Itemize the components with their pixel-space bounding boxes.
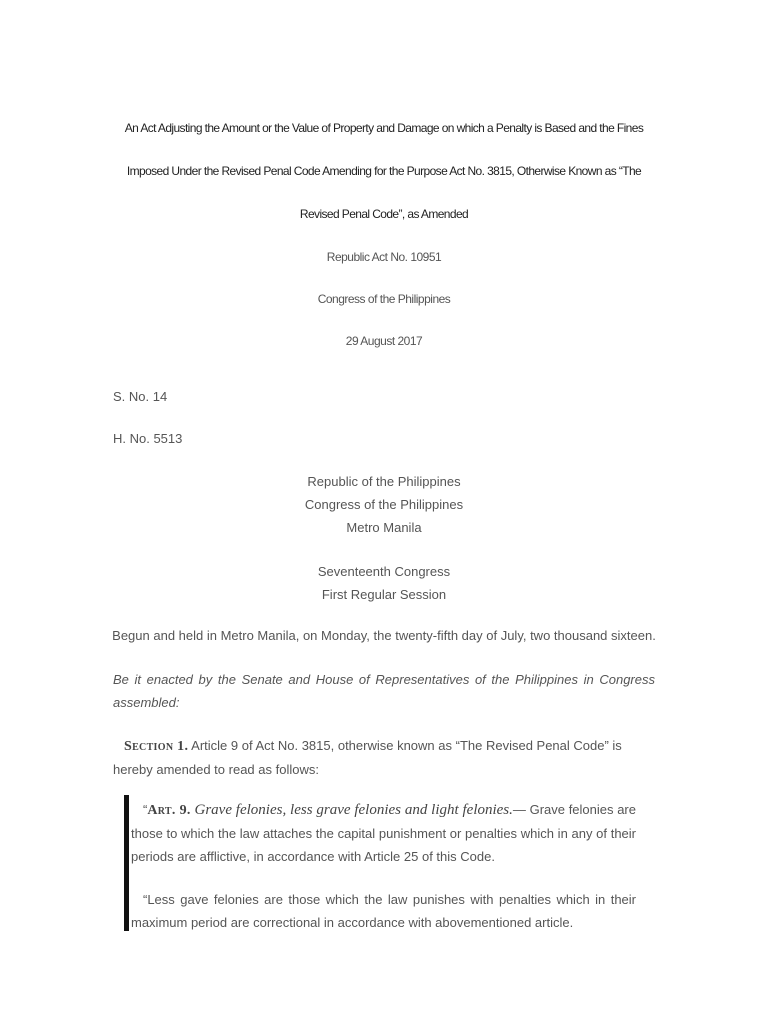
article-9-text: Grave felonies are those to which the law attaches the capital punishment or penalties which in any of their periods are afflictive, in accordance with Article 25 of this Code. [131,802,636,864]
act-title-line-1: An Act Adjusting the Amount or the Value of Property and Damage on which a Penalty is Based and the Fines [124,121,644,135]
section-1-label: Section 1. [124,739,189,754]
act-title-line-2: Imposed Under the Revised Penal Code Amending for the Purpose Act No. 3815, Otherwise Known as “The [126,164,642,178]
blockquote-bar [124,795,129,931]
address-line-3: Metro Manila [346,520,422,535]
session-line-2: First Regular Session [321,587,447,602]
section-1 [113,734,655,781]
house-bill-number: H. No. 5513 [113,431,183,446]
address-line-2: Congress of the Philippines [304,497,464,512]
enacting-clause: Be it enacted by the Senate and House of Representatives of the Philippines in Congress assembled: [113,672,655,710]
article-9-open-quote: “ [143,802,148,817]
article-9-heading: Grave felonies, less grave felonies and light felonies. [190,802,513,818]
senate-bill-number: S. No. 14 [113,389,168,404]
congress-name: Congress of the Philippines [317,292,451,306]
act-date: 29 August 2017 [345,334,423,348]
session-line-1: Seventeenth Congress [317,564,451,579]
article-9-paragraph-2: “Less gave felonies are those which the law punishes with penalties which in their maximum period are correctional in accordance with abovementioned article. [131,892,636,930]
article-9-label: Art. 9. [147,803,191,818]
section-1-text: Article 9 of Act No. 3815, otherwise known as “The Revised Penal Code” is hereby amended to read as follows: [113,738,622,777]
article-9-dash: — [512,802,530,817]
act-number: Republic Act No. 10951 [326,250,442,264]
begun-statement: Begun and held in Metro Manila, on Monday, the twenty-fifth day of July, two thousand sixteen. [112,628,656,643]
article-9-paragraph-1 [131,798,636,868]
address-line-1: Republic of the Philippines [307,474,461,489]
act-title-line-3: Revised Penal Code”, as Amended [299,207,469,221]
